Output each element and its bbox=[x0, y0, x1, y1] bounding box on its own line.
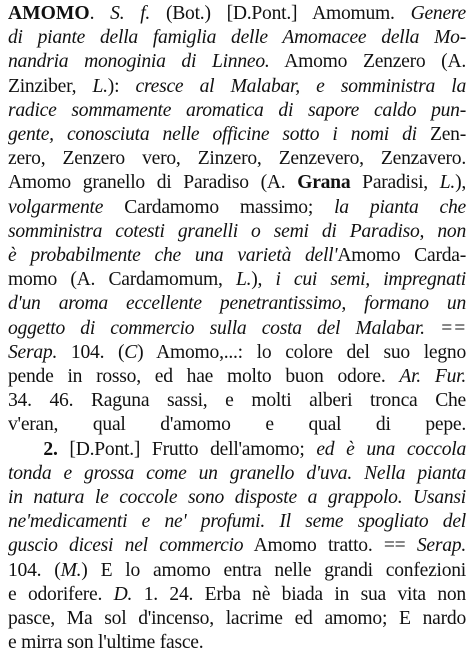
headword: AMOMO bbox=[8, 3, 90, 24]
bold-text-run: Grana bbox=[297, 172, 351, 194]
entry-line bbox=[8, 413, 466, 437]
italic-text-run: Serap. bbox=[8, 341, 58, 363]
text-run: (Bot.) [D.Pont.] Amomum. bbox=[150, 3, 411, 24]
text-run: Amomo Zenzero (A. bbox=[269, 51, 466, 73]
italic-text-run: i cui semi, impregnati bbox=[275, 269, 466, 291]
text-run: [D.Pont.] Frutto dell'amomo; bbox=[57, 438, 317, 460]
entry-line bbox=[8, 147, 466, 171]
text-run: ), bbox=[455, 172, 466, 194]
italic-text-run: ed è una coccola bbox=[316, 438, 466, 460]
italic-text-run: S. f. bbox=[110, 3, 151, 24]
entry-line bbox=[8, 26, 466, 50]
italic-text-run: cresce al Malabar, e somministra la bbox=[135, 75, 466, 97]
text-run: ), bbox=[251, 269, 276, 291]
italic-text-run: L. bbox=[92, 75, 108, 97]
text-run: momo (A. Cardamomum, bbox=[8, 269, 236, 291]
text-run: e odorifere. bbox=[8, 583, 114, 605]
entry-line bbox=[8, 292, 466, 316]
text-run: 104. ( bbox=[57, 341, 125, 363]
text-run: 1. 24. Erba nè biada in sua vita non bbox=[132, 583, 466, 605]
italic-text-run: radice sommamente aromatica di sapore caldo pun- bbox=[8, 99, 466, 121]
italic-text-run: D. bbox=[113, 583, 133, 605]
italic-text-run: ne'medicamenti e ne' profumi. Il seme spogliato del bbox=[8, 511, 466, 533]
italic-text-run: è probabilmente che una varietà dell' bbox=[8, 245, 338, 266]
entry-line bbox=[8, 50, 466, 74]
entry-line bbox=[8, 123, 466, 147]
entry-line bbox=[8, 462, 466, 486]
text-run: 104. ( bbox=[8, 559, 61, 581]
entry-line bbox=[8, 365, 466, 389]
italic-text-run: Serap. bbox=[416, 535, 466, 557]
italic-text-run: gente, conosciuta nelle officine sotto i nomi di bbox=[8, 124, 417, 145]
text-run: Cardamomo massimo; bbox=[103, 196, 335, 218]
entry-line bbox=[8, 631, 466, 655]
text-run: ) Amomo,...: lo colore del suo legno bbox=[137, 341, 466, 363]
italic-text-run: guscio dicesi nel commercio bbox=[8, 535, 244, 557]
text-run: Amomo Carda- bbox=[337, 245, 466, 266]
bold-text-run: 2. bbox=[8, 438, 58, 460]
italic-text-run: la pianta che bbox=[334, 196, 466, 218]
text-run: Paradisi, bbox=[350, 172, 440, 194]
entry-line bbox=[8, 607, 466, 631]
entry-line bbox=[8, 317, 466, 341]
italic-text-run: L. bbox=[235, 269, 252, 291]
text-run: ) E lo amomo entra nelle grandi confezioni bbox=[81, 559, 466, 581]
text-run: v'eran, qual d'amomo e qual di pepe. bbox=[8, 414, 466, 436]
italic-text-run: nandria monoginia di Linneo. bbox=[8, 51, 270, 73]
text-run: e mirra son l'ultime fasce. bbox=[8, 632, 204, 654]
text-run: Amomo tratto. == bbox=[243, 535, 417, 557]
italic-text-run: M. bbox=[60, 559, 82, 581]
text-run: ): bbox=[107, 75, 136, 97]
italic-text-run: tonda e grossa come un granello d'uva. Nella pianta bbox=[8, 462, 466, 484]
entry-line bbox=[8, 244, 466, 268]
text-run: pasce, Ma sol d'incenso, lacrime ed amomo; E nardo bbox=[8, 608, 466, 629]
entry-line bbox=[8, 75, 466, 99]
entry-line bbox=[8, 341, 466, 365]
entry-line bbox=[8, 268, 466, 292]
italic-text-run: Genere bbox=[410, 3, 466, 24]
italic-text-run: Ar. Fur. bbox=[399, 366, 466, 387]
entry-line bbox=[8, 559, 466, 583]
entry-line bbox=[8, 389, 466, 413]
text-run: Zen- bbox=[416, 124, 466, 145]
entry-line bbox=[8, 99, 466, 123]
entry-line bbox=[8, 220, 466, 244]
entry-line bbox=[8, 2, 466, 26]
italic-text-run: L. bbox=[439, 172, 456, 194]
italic-text-run: C bbox=[124, 341, 138, 363]
entry-line bbox=[8, 510, 466, 534]
italic-text-run: somministra cotesti granelli o semi di Paradiso, non bbox=[8, 220, 466, 242]
text-run: Amomo granello di Paradiso (A. bbox=[8, 172, 298, 194]
italic-text-run: d'un aroma eccellente penetrantissimo, formano un bbox=[8, 293, 466, 315]
entry-line bbox=[8, 438, 466, 462]
italic-text-run: oggetto di commercio sulla costa del Malabar. == bbox=[8, 317, 466, 339]
text-run: . bbox=[89, 3, 111, 24]
italic-text-run: di piante della famiglia delle Amomacee della Mo- bbox=[8, 27, 466, 49]
text-run: 34. 46. Raguna sassi, e molti alberi tronca Che bbox=[8, 390, 466, 412]
text-run: zero, Zenzero vero, Zinzero, Zenzevero, Zenzavero. bbox=[8, 148, 466, 170]
italic-text-run: volgarmente bbox=[8, 196, 104, 218]
entry-line bbox=[8, 534, 466, 558]
text-run: pende in rosso, ed hae molto buon odore. bbox=[8, 366, 400, 387]
entry-line bbox=[8, 583, 466, 607]
entry-line bbox=[8, 171, 466, 195]
italic-text-run: in natura le coccole sono disposte a grappolo. Usansi bbox=[8, 487, 466, 508]
entry-line bbox=[8, 196, 466, 220]
entry-line bbox=[8, 486, 466, 510]
text-run: Zinziber, bbox=[8, 75, 93, 97]
